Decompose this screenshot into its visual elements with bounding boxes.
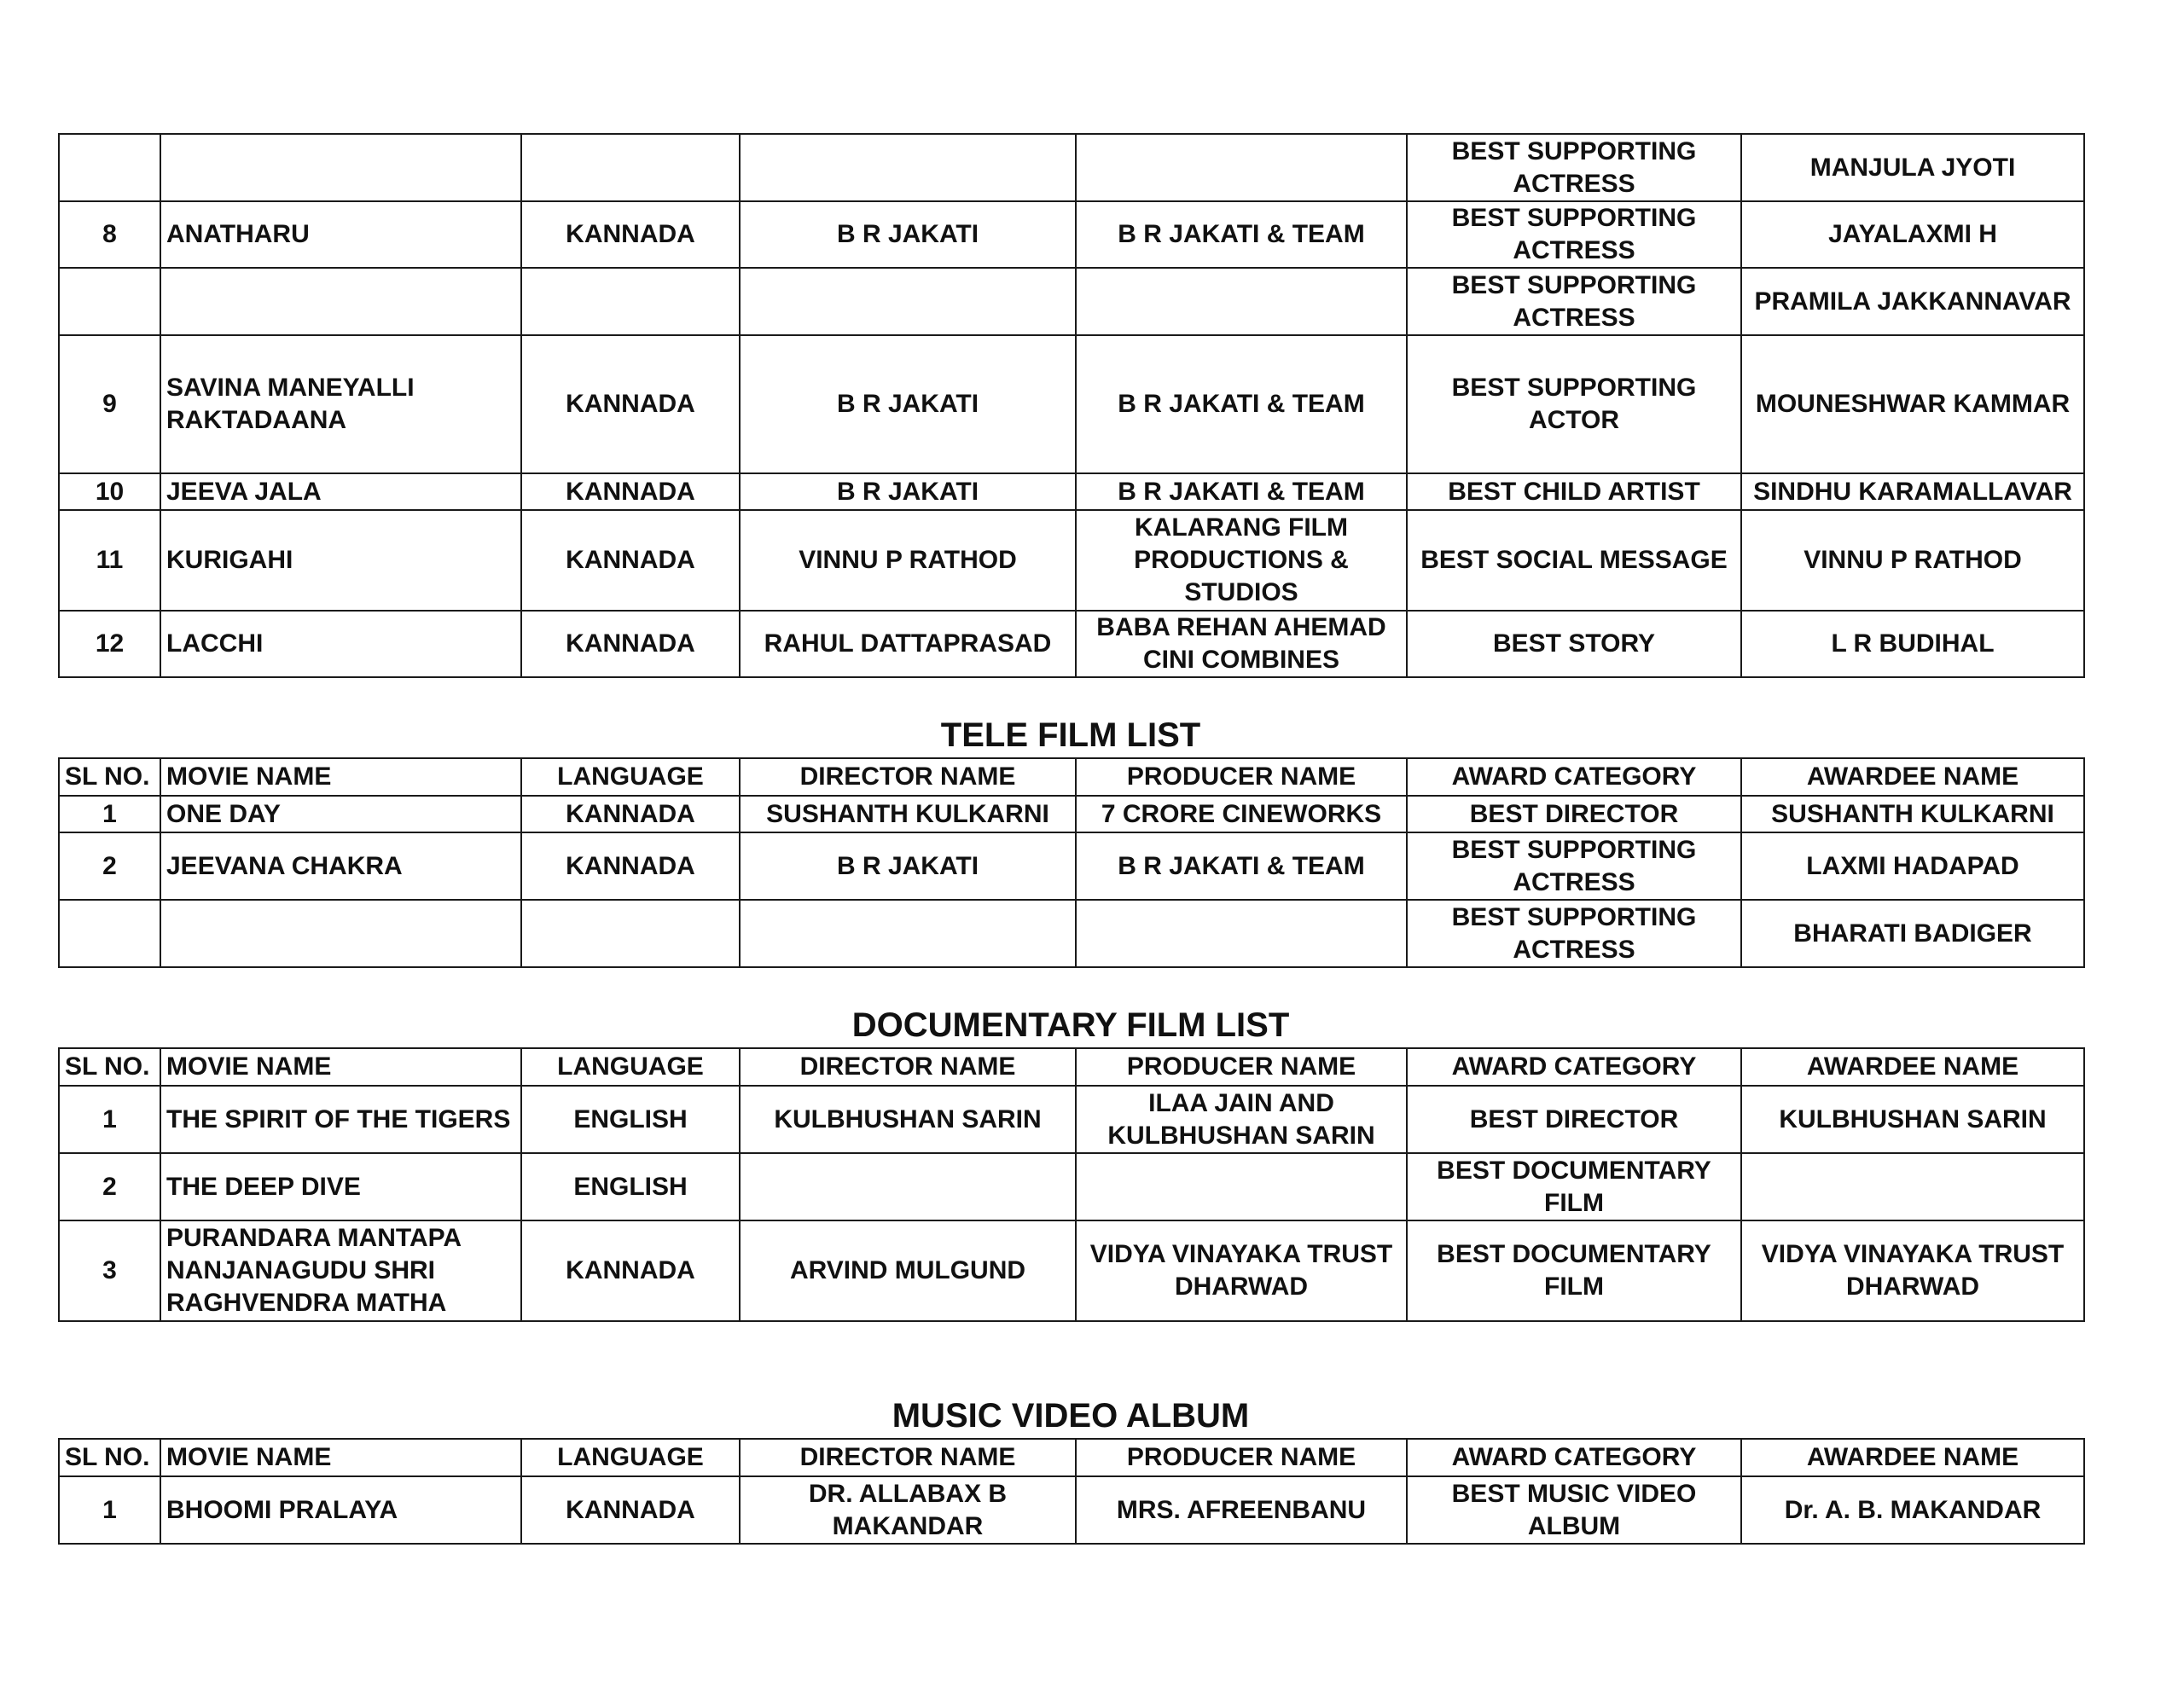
producer-cell: ILAA JAIN AND KULBHUSHAN SARIN xyxy=(1076,1086,1407,1153)
category-cell: BEST MUSIC VIDEO ALBUM xyxy=(1407,1476,1741,1544)
producer-cell: 7 CRORE CINEWORKS xyxy=(1076,796,1407,832)
movie-cell: KURIGAHI xyxy=(160,510,521,611)
movie-cell: LACCHI xyxy=(160,611,521,677)
category-cell: BEST SUPPORTING ACTRESS xyxy=(1407,201,1741,268)
table-row xyxy=(59,473,2084,510)
producer-name-header: PRODUCER NAME xyxy=(1076,1439,1407,1476)
movie-cell: ANATHARU xyxy=(160,201,521,268)
awardee-cell xyxy=(1741,1153,2084,1220)
director-name-header: DIRECTOR NAME xyxy=(740,1048,1076,1086)
category-cell: BEST CHILD ARTIST xyxy=(1407,473,1741,510)
producer-cell: B R JAKATI & TEAM xyxy=(1076,335,1407,473)
producer-name-header: PRODUCER NAME xyxy=(1076,758,1407,796)
sl-no-header: SL NO. xyxy=(59,1439,160,1476)
sl-cell: 2 xyxy=(59,1153,160,1220)
sl-cell: 12 xyxy=(59,611,160,677)
table-row xyxy=(59,611,2084,677)
movie-cell: SAVINA MANEYALLI RAKTADAANA xyxy=(160,335,521,473)
language-cell: KANNADA xyxy=(521,1220,740,1321)
director-cell: B R JAKATI xyxy=(740,832,1076,900)
producer-cell: MRS. AFREENBANU xyxy=(1076,1476,1407,1544)
language-cell: ENGLISH xyxy=(521,1086,740,1153)
sl-cell: 10 xyxy=(59,473,160,510)
sl-cell: 1 xyxy=(59,1476,160,1544)
awardee-cell: Dr. A. B. MAKANDAR xyxy=(1741,1476,2084,1544)
sl-cell: 3 xyxy=(59,1220,160,1321)
table-row xyxy=(59,201,2084,268)
movie-cell xyxy=(160,900,521,967)
category-cell: BEST SUPPORTING ACTRESS xyxy=(1407,832,1741,900)
awardee-cell: MANJULA JYOTI xyxy=(1741,134,2084,201)
category-cell: BEST DIRECTOR xyxy=(1407,796,1741,832)
language-cell: KANNADA xyxy=(521,473,740,510)
awardee-cell: JAYALAXMI H xyxy=(1741,201,2084,268)
sl-cell xyxy=(59,134,160,201)
table-row xyxy=(59,134,2084,201)
awardee-cell: VIDYA VINAYAKA TRUST DHARWAD xyxy=(1741,1220,2084,1321)
language-cell: KANNADA xyxy=(521,611,740,677)
table-row xyxy=(59,1086,2084,1153)
language-cell: KANNADA xyxy=(521,510,740,611)
language-cell: ENGLISH xyxy=(521,1153,740,1220)
category-cell: BEST DOCUMENTARY FILM xyxy=(1407,1153,1741,1220)
awardee-name-header: AWARDEE NAME xyxy=(1741,758,2084,796)
documentary-table xyxy=(58,1047,2085,1322)
feature-film-table xyxy=(58,133,2085,678)
movie-cell: THE SPIRIT OF THE TIGERS xyxy=(160,1086,521,1153)
sl-cell xyxy=(59,900,160,967)
producer-cell: KALARANG FILM PRODUCTIONS & STUDIOS xyxy=(1076,510,1407,611)
director-cell: B R JAKATI xyxy=(740,335,1076,473)
movie-cell: JEEVANA CHAKRA xyxy=(160,832,521,900)
producer-cell: BABA REHAN AHEMAD CINI COMBINES xyxy=(1076,611,1407,677)
table-row xyxy=(59,510,2084,611)
tele-film-table xyxy=(58,757,2085,968)
producer-cell xyxy=(1076,1153,1407,1220)
producer-cell xyxy=(1076,900,1407,967)
award-category-header: AWARD CATEGORY xyxy=(1407,1048,1741,1086)
language-cell: KANNADA xyxy=(521,832,740,900)
sl-cell: 11 xyxy=(59,510,160,611)
category-cell: BEST SOCIAL MESSAGE xyxy=(1407,510,1741,611)
movie-name-header: MOVIE NAME xyxy=(160,758,521,796)
header-row xyxy=(59,1048,2084,1086)
tele-film-title: TELE FILM LIST xyxy=(940,716,1201,754)
sl-cell: 2 xyxy=(59,832,160,900)
awardee-cell: BHARATI BADIGER xyxy=(1741,900,2084,967)
table-row xyxy=(59,900,2084,967)
movie-cell xyxy=(160,134,521,201)
awardee-cell: MOUNESHWAR KAMMAR xyxy=(1741,335,2084,473)
sl-cell: 9 xyxy=(59,335,160,473)
movie-cell: BHOOMI PRALAYA xyxy=(160,1476,521,1544)
table-row xyxy=(59,268,2084,335)
sl-cell xyxy=(59,268,160,335)
language-cell: KANNADA xyxy=(521,1476,740,1544)
director-cell: B R JAKATI xyxy=(740,201,1076,268)
language-header: LANGUAGE xyxy=(521,1439,740,1476)
category-cell: BEST SUPPORTING ACTRESS xyxy=(1407,268,1741,335)
director-name-header: DIRECTOR NAME xyxy=(740,1439,1076,1476)
director-name-header: DIRECTOR NAME xyxy=(740,758,1076,796)
director-cell xyxy=(740,134,1076,201)
awardee-cell: PRAMILA JAKKANNAVAR xyxy=(1741,268,2084,335)
director-cell: VINNU P RATHOD xyxy=(740,510,1076,611)
producer-cell: VIDYA VINAYAKA TRUST DHARWAD xyxy=(1076,1220,1407,1321)
category-cell: BEST DOCUMENTARY FILM xyxy=(1407,1220,1741,1321)
awardee-name-header: AWARDEE NAME xyxy=(1741,1048,2084,1086)
language-header: LANGUAGE xyxy=(521,758,740,796)
table-row xyxy=(59,1476,2084,1544)
producer-cell xyxy=(1076,268,1407,335)
language-cell: KANNADA xyxy=(521,335,740,473)
category-cell: BEST SUPPORTING ACTRESS xyxy=(1407,134,1741,201)
producer-name-header: PRODUCER NAME xyxy=(1076,1048,1407,1086)
category-cell: BEST SUPPORTING ACTRESS xyxy=(1407,900,1741,967)
director-cell: ARVIND MULGUND xyxy=(740,1220,1076,1321)
awardee-cell: KULBHUSHAN SARIN xyxy=(1741,1086,2084,1153)
category-cell: BEST DIRECTOR xyxy=(1407,1086,1741,1153)
sl-no-header: SL NO. xyxy=(59,1048,160,1086)
movie-cell: PURANDARA MANTAPA NANJANAGUDU SHRI RAGHVENDRA MATHA xyxy=(160,1220,521,1321)
director-cell: SUSHANTH KULKARNI xyxy=(740,796,1076,832)
sl-cell: 1 xyxy=(59,1086,160,1153)
award-category-header: AWARD CATEGORY xyxy=(1407,1439,1741,1476)
producer-cell xyxy=(1076,134,1407,201)
producer-cell: B R JAKATI & TEAM xyxy=(1076,473,1407,510)
producer-cell: B R JAKATI & TEAM xyxy=(1076,832,1407,900)
header-row xyxy=(59,758,2084,796)
language-cell: KANNADA xyxy=(521,201,740,268)
movie-cell: THE DEEP DIVE xyxy=(160,1153,521,1220)
language-cell xyxy=(521,900,740,967)
sl-no-header: SL NO. xyxy=(59,758,160,796)
director-cell xyxy=(740,268,1076,335)
category-cell: BEST STORY xyxy=(1407,611,1741,677)
language-cell xyxy=(521,268,740,335)
movie-name-header: MOVIE NAME xyxy=(160,1048,521,1086)
director-cell: KULBHUSHAN SARIN xyxy=(740,1086,1076,1153)
awardee-cell: L R BUDIHAL xyxy=(1741,611,2084,677)
director-cell: DR. ALLABAX B MAKANDAR xyxy=(740,1476,1076,1544)
awardee-cell: LAXMI HADAPAD xyxy=(1741,832,2084,900)
table-row xyxy=(59,1153,2084,1220)
language-cell: KANNADA xyxy=(521,796,740,832)
awardee-cell: SINDHU KARAMALLAVAR xyxy=(1741,473,2084,510)
director-cell xyxy=(740,1153,1076,1220)
movie-cell xyxy=(160,268,521,335)
table-row xyxy=(59,335,2084,473)
movie-cell: JEEVA JALA xyxy=(160,473,521,510)
sl-cell: 1 xyxy=(59,796,160,832)
table-row xyxy=(59,1220,2084,1321)
director-cell xyxy=(740,900,1076,967)
awardee-cell: SUSHANTH KULKARNI xyxy=(1741,796,2084,832)
producer-cell: B R JAKATI & TEAM xyxy=(1076,201,1407,268)
sl-cell: 8 xyxy=(59,201,160,268)
award-category-header: AWARD CATEGORY xyxy=(1407,758,1741,796)
language-cell xyxy=(521,134,740,201)
awardee-cell: VINNU P RATHOD xyxy=(1741,510,2084,611)
language-header: LANGUAGE xyxy=(521,1048,740,1086)
movie-name-header: MOVIE NAME xyxy=(160,1439,521,1476)
movie-cell: ONE DAY xyxy=(160,796,521,832)
director-cell: B R JAKATI xyxy=(740,473,1076,510)
awardee-name-header: AWARDEE NAME xyxy=(1741,1439,2084,1476)
documentary-title: DOCUMENTARY FILM LIST xyxy=(851,1006,1290,1044)
director-cell: RAHUL DATTAPRASAD xyxy=(740,611,1076,677)
music-video-title: MUSIC VIDEO ALBUM xyxy=(892,1397,1250,1435)
header-row xyxy=(59,1439,2084,1476)
table-row xyxy=(59,832,2084,900)
music-video-table xyxy=(58,1438,2085,1545)
table-row xyxy=(59,796,2084,832)
category-cell: BEST SUPPORTING ACTOR xyxy=(1407,335,1741,473)
